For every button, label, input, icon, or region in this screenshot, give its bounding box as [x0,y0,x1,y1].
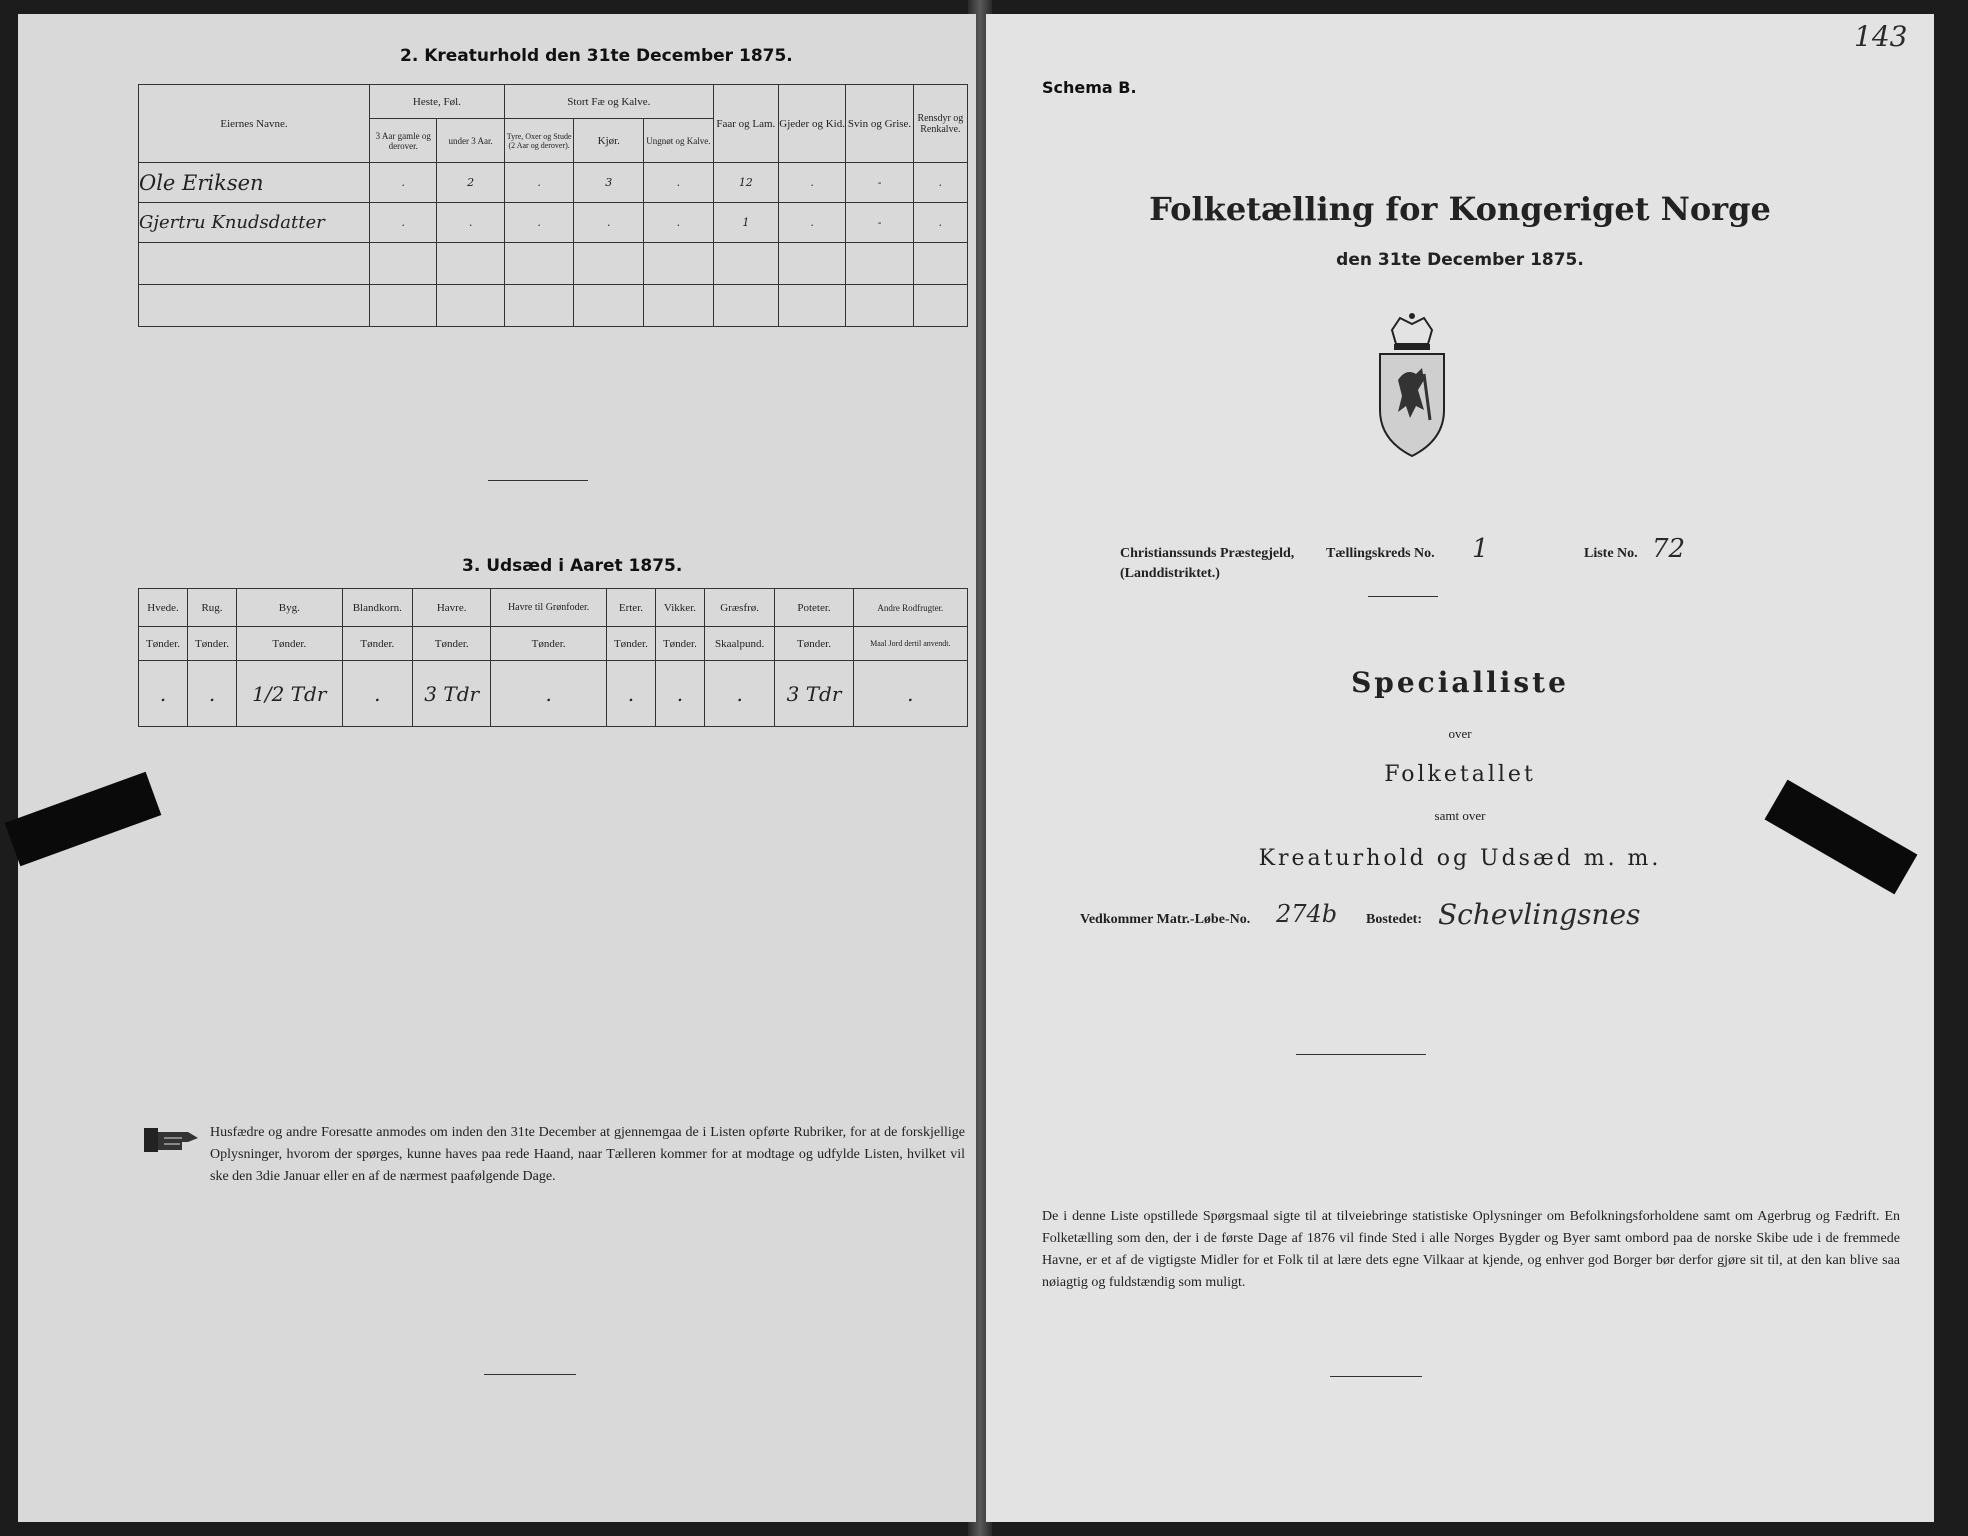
divider [1368,596,1438,597]
seed-header: Rug. [188,589,237,627]
rensdyr-header: Rensdyr og Renkalve. [913,85,967,163]
gjeder-header: Gjeder og Kid. [778,85,845,163]
norway-coat-of-arms-icon [1370,310,1454,460]
table-cell: 3 Tdr [413,661,491,727]
table-cell: . [778,163,845,203]
table-cell: . [342,661,412,727]
section2-title: 2. Kreaturhold den 31te December 1875. [400,46,793,66]
seed-header: Havre til Grønfoder. [491,589,607,627]
owner-header: Eiernes Navne. [139,85,370,163]
seed-unit: Tønder. [139,627,188,661]
table-cell: . [139,661,188,727]
district-label: Tællingskreds No. [1326,546,1435,561]
seed-unit: Tønder. [655,627,704,661]
fae-a-header: Tyre, Oxer og Stude (2 Aar og derover). [504,119,574,163]
seed-unit: Tønder. [188,627,237,661]
fae-b-header: Kjør. [574,119,644,163]
table-cell: . [644,163,714,203]
table-cell: . [606,661,655,727]
seed-header: Græsfrø. [704,589,774,627]
table-cell: . [778,203,845,243]
left-page [18,14,976,1522]
table-cell: . [574,203,644,243]
table-cell: . [704,661,774,727]
livestock-table [138,84,968,327]
schema-label: Schema B. [1042,78,1137,97]
seed-unit: Tønder. [413,627,491,661]
table-cell: 12 [713,163,778,203]
bosted-label: Bostedet: [1366,912,1422,927]
census-date: den 31te December 1875. [1336,250,1584,270]
black-tab-marker [5,772,162,867]
stort-fae-header: Stort Fæ og Kalve. [504,85,713,119]
svin-header: Svin og Grise. [846,85,913,163]
matr-label: Vedkommer Matr.-Løbe-No. [1080,912,1251,927]
seed-unit: Skaalpund. [704,627,774,661]
seed-table [138,588,968,727]
table-cell: 1 [713,203,778,243]
table-cell: 3 Tdr [775,661,853,727]
owner-name: Ole Eriksen [139,163,370,203]
seed-unit: Tønder. [237,627,343,661]
footer-text: De i denne Liste opstillede Spørgsmaal sigte til at tilveiebringe statistiske Oplysninger om Befolkningsforholdene samt om Agerbrug og Fædrift. En Folketælling som den, der i de første Dage af 1876 vil finde Sted i alle Norges Bygder og Byer samt ombord paa de norske Skibe ude i de fremmede Havne, er et af de vigtigste Midler for et Folk til at lære dets egne Vilkaar at kjende, og enhver god Borger bør derfor gjøre sit til, at den kan blive saa nøiagtig og fuldstændig som muligt. [1042,1209,1900,1290]
seed-unit: Tønder. [606,627,655,661]
seed-header: Poteter. [775,589,853,627]
table-cell: . [644,203,714,243]
table-cell: . [504,203,574,243]
table-row [139,243,968,285]
kreaturhold-heading: Kreaturhold og Udsæd m. m. [1258,846,1662,871]
seed-header: Andre Rodfrugter. [853,589,967,627]
table-cell: 1/2 Tdr [237,661,343,727]
pointing-hand-icon [142,1120,202,1160]
seed-header: Erter. [606,589,655,627]
over-label: over [1448,726,1472,741]
table-cell: . [188,661,237,727]
bosted-value: Schevlingsnes [1438,898,1641,931]
folketallet-heading: Folketallet [1384,762,1536,787]
divider [1296,1054,1426,1055]
table-cell: - [846,163,913,203]
faar-header: Faar og Lam. [713,85,778,163]
table-cell: 3 [574,163,644,203]
table-cell: . [853,661,967,727]
divider [488,480,588,481]
section3-title: 3. Udsæd i Aaret 1875. [462,556,683,576]
seed-unit: Tønder. [342,627,412,661]
matr-value: 274b [1276,900,1338,928]
table-cell: . [913,203,967,243]
heste-a-header: 3 Aar gamle og derover. [370,119,437,163]
seed-header: Havre. [413,589,491,627]
seed-unit: Maal Jord dertil anvendt. [853,627,967,661]
table-cell: . [913,163,967,203]
divider [1330,1376,1422,1377]
table-cell: . [504,163,574,203]
table-cell: - [846,203,913,243]
notice-text: Husfædre og andre Foresatte anmodes om inden den 31te December at gjennemgaa de i Listen opførte Rubriker, for at de forskjellige Oplysninger, hvorom der spørges, kunne haves paa rede Haand, naar Tælleren kommer for at modtage og udfylde Listen, hvilket vil ske den 3die Januar eller en af de nærmest paafølgende Dage. [210,1125,965,1184]
table-row [139,203,968,243]
table-cell: . [370,203,437,243]
samt-over-label: samt over [1434,808,1486,823]
seed-header: Hvede. [139,589,188,627]
district-value: 1 [1472,534,1489,564]
main-title: Folketælling for Kongeriget Norge [1149,190,1771,228]
right-page [986,14,1934,1522]
parish-label: Christianssunds Præstegjeld, [1120,546,1295,561]
table-cell: 2 [437,163,504,203]
table-cell: . [655,661,704,727]
divider [484,1374,576,1375]
specialliste-heading: Specialliste [1351,666,1569,699]
table-row [139,661,968,727]
parish-sub: (Landdistriktet.) [1120,566,1220,581]
table-cell: . [491,661,607,727]
seed-header: Byg. [237,589,343,627]
owner-name: Gjertru Knudsdatter [139,203,370,243]
heste-b-header: under 3 Aar. [437,119,504,163]
page-number: 143 [1854,20,1908,53]
table-cell: . [370,163,437,203]
black-tab-marker [1765,780,1918,895]
seed-unit: Tønder. [491,627,607,661]
table-row [139,285,968,327]
seed-unit: Tønder. [775,627,853,661]
seed-header: Blandkorn. [342,589,412,627]
table-cell: . [437,203,504,243]
heste-header: Heste, Føl. [370,85,505,119]
list-label: Liste No. [1584,546,1638,561]
fae-c-header: Ungnøt og Kalve. [644,119,714,163]
table-row [139,163,968,203]
seed-header: Vikker. [655,589,704,627]
list-value: 72 [1652,534,1686,564]
